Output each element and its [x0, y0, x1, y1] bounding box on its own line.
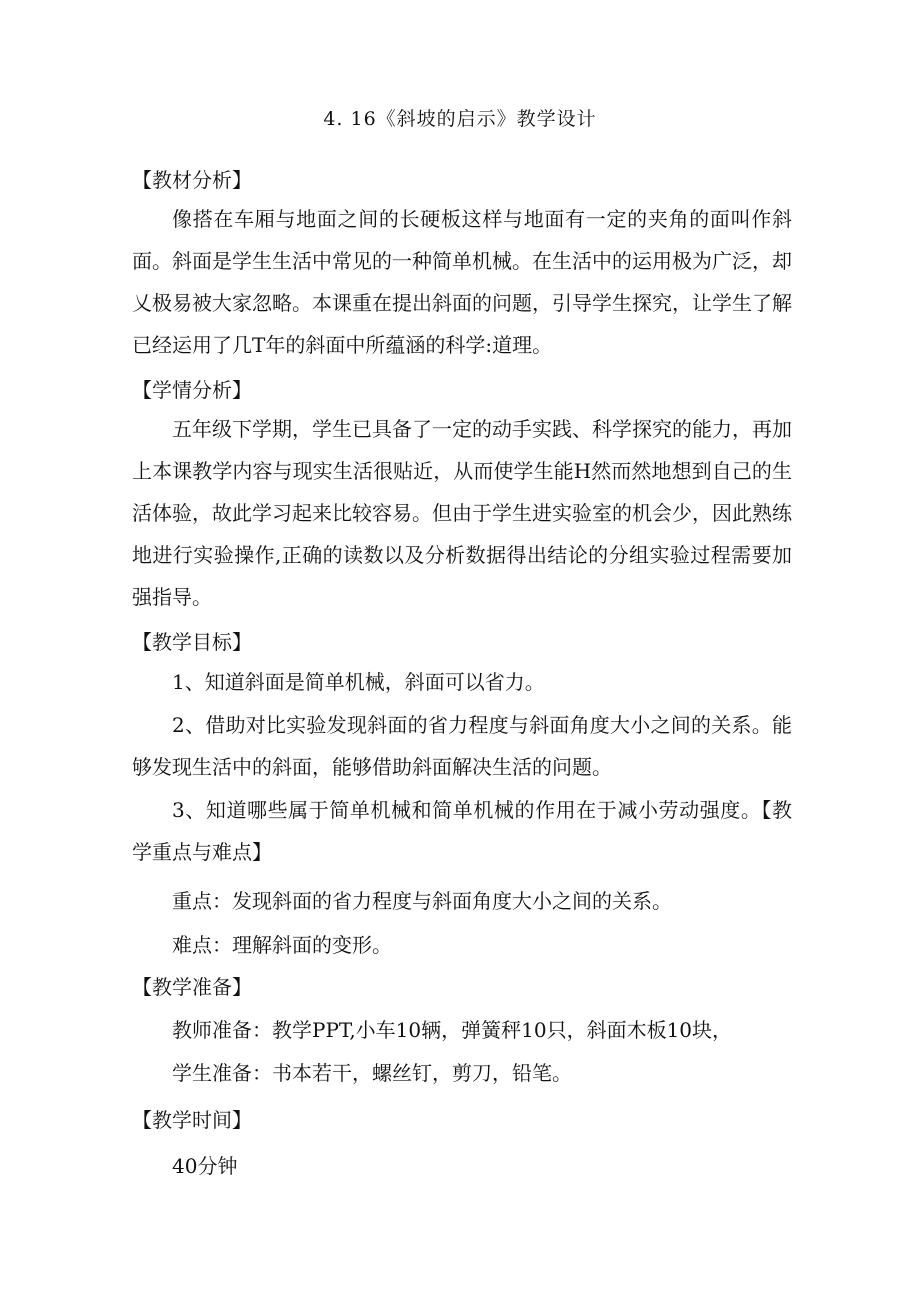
section-heading-learner-analysis: 【学情分析】: [132, 378, 252, 402]
duration-line: 40分钟: [172, 1154, 238, 1178]
section-heading-teaching-preparation: 【教学准备】: [132, 975, 252, 999]
difficulty-line: 难点：理解斜面的变形。: [172, 933, 392, 957]
goal-item-3: 3、知道哪些属于简单机械和简单机械的作用在于减小劳动强度。【教学重点与难点】: [132, 798, 792, 864]
section-heading-teaching-time: 【教学时间】: [132, 1108, 252, 1132]
goal-item-1: 1、知道斜面是简单机械，斜面可以省力。: [172, 670, 545, 694]
goal-item-2: 2、借助对比实验发现斜面的省力程度与斜面角度大小之间的关系。能够发现生活中的斜面，能够借助斜面解决生活的问题。: [132, 713, 792, 779]
textbook-analysis-paragraph: 像搭在车厢与地面之间的长硬板这样与地面有一定的夹角的面叫作斜面。斜面是学生生活中常见的一种简单机械。在生活中的运用极为广泛，却乂极易被大家忽略。本课重在提出斜面的问题，引导学生探究，让学生了解已经运用了几T年的斜面中所蕴涵的科学:道理。: [132, 207, 792, 357]
learner-analysis-paragraph: 五年级下学期，学生已具备了一定的动手实践、科学探究的能力，再加上本课教学内容与现实生活很贴近，从而使学生能H然而然地想到自己的生活体验，故此学习起来比较容易。但由于学生进实验室的机会少，因此熟练地进行实验操作,正确的读数以及分析数据得出结论的分组实验过程需要加强指导。: [132, 417, 792, 609]
teacher-preparation-line: 教师准备：教学PPT,小车10辆，弹簧秤10只，斜面木板10块，: [172, 1018, 733, 1042]
key-point-line: 重点：发现斜面的省力程度与斜面角度大小之间的关系。: [172, 889, 672, 913]
section-heading-textbook-analysis: 【教材分析】: [132, 168, 252, 192]
section-heading-teaching-goals: 【教学目标】: [132, 630, 252, 654]
student-preparation-line: 学生准备：书本若干，螺丝钉，剪刀，铅笔。: [172, 1061, 572, 1085]
document-title: 4. 16《斜坡的启示》教学设计: [323, 108, 597, 130]
